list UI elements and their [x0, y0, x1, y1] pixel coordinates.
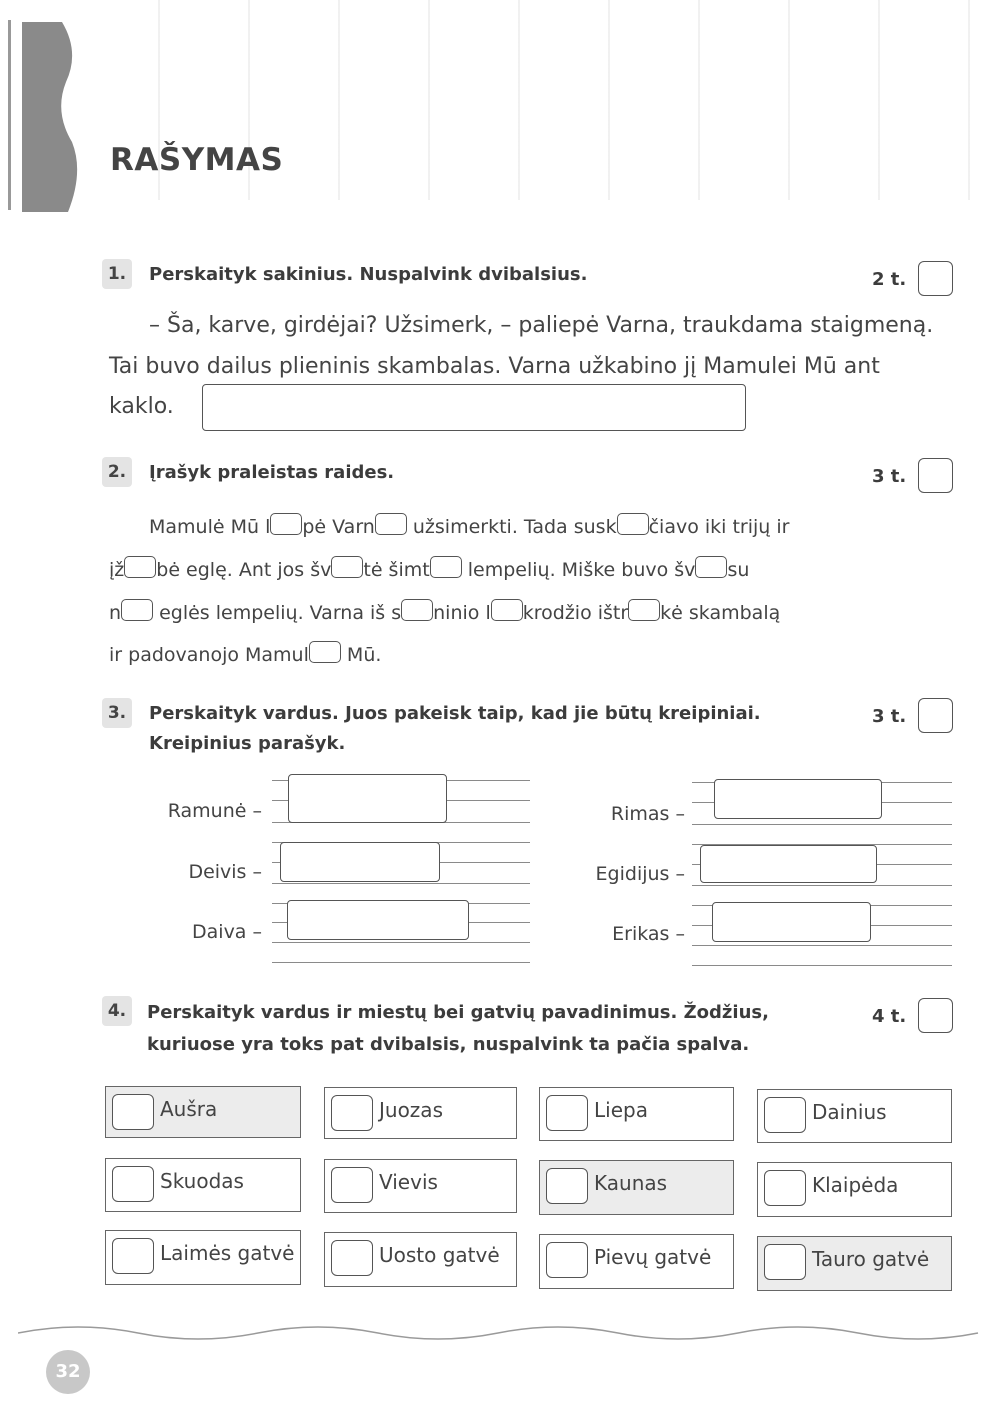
exercise-1-score-box[interactable] [918, 261, 953, 296]
letter-box[interactable] [617, 513, 649, 535]
exercise-4-instruction-line-2: kuriuose yra toks pat dvibalsis, nuspalvink ta pačia spalva. [147, 1034, 750, 1055]
exercise-2-line-4 [109, 641, 381, 666]
ruling [272, 883, 530, 884]
color-checkbox[interactable] [112, 1094, 154, 1130]
name-label-right-2: Egidijus – [595, 863, 685, 885]
word-label: Skuodas [160, 1169, 244, 1193]
name-label-left-3: Daiva – [192, 921, 262, 943]
word-tile[interactable] [105, 1230, 301, 1285]
name-label-right-3: Erikas – [612, 923, 685, 945]
exercise-1-line-3: kaklo. [109, 394, 174, 419]
word-tile[interactable] [324, 1232, 517, 1287]
word-label: Kaunas [594, 1171, 668, 1195]
exercise-1-answer-box[interactable] [202, 384, 746, 431]
exercise-2-line-1 [149, 513, 789, 538]
exercise-2-line-2 [109, 556, 749, 581]
text-fragment: tė šimt [363, 559, 430, 581]
color-checkbox[interactable] [331, 1240, 373, 1276]
name-label-left-2: Deivis – [188, 861, 262, 883]
exercise-3-number: 3. [102, 698, 132, 728]
exercise-2-instruction: Įrašyk praleistas raides. [149, 462, 395, 483]
word-tile[interactable] [539, 1160, 734, 1215]
color-checkbox[interactable] [112, 1166, 154, 1202]
exercise-2-points: 3 t. [872, 466, 907, 487]
word-tile[interactable] [324, 1159, 517, 1213]
color-checkbox[interactable] [112, 1238, 154, 1274]
word-tile[interactable] [757, 1162, 952, 1217]
text-fragment: su [727, 559, 750, 581]
word-tile[interactable] [539, 1087, 734, 1141]
exercise-4-number: 4. [102, 996, 132, 1026]
letter-box[interactable] [401, 599, 433, 621]
exercise-3-instruction-line-2: Kreipinius parašyk. [149, 733, 346, 754]
vocative-answer-box[interactable] [700, 845, 877, 883]
exercise-2-score-box[interactable] [918, 458, 953, 493]
text-fragment: krodžio ištr [522, 602, 629, 624]
letter-box[interactable] [309, 641, 341, 663]
text-fragment: ir padovanojo Mamul [109, 644, 309, 666]
word-label: Dainius [812, 1100, 887, 1124]
word-label: Aušra [160, 1097, 218, 1121]
color-checkbox[interactable] [546, 1168, 588, 1204]
exercise-4-instruction-line-1: Perskaityk vardus ir miestų bei gatvių pavadinimus. Žodžius, [147, 1002, 769, 1023]
vocative-answer-box[interactable] [714, 779, 882, 819]
exercise-1-number: 1. [102, 259, 132, 289]
text-fragment: užsimerkti. Tada susk [406, 516, 617, 538]
exercise-1-line-2: Tai buvo dailus plieninis skambalas. Varna užkabino jį Mamulei Mū ant [109, 354, 880, 379]
word-label: Vievis [379, 1170, 438, 1194]
name-label-right-1: Rimas – [610, 803, 685, 825]
word-label: Laimės gatvė [160, 1241, 295, 1265]
word-label: Liepa [594, 1098, 648, 1122]
exercise-1-points: 2 t. [872, 269, 907, 290]
text-fragment: pė Varn [302, 516, 375, 538]
text-fragment: kė skambalą [660, 602, 781, 624]
letter-box[interactable] [270, 513, 302, 535]
exercise-4-score-box[interactable] [918, 998, 953, 1033]
word-label: Juozas [379, 1098, 443, 1122]
color-checkbox[interactable] [546, 1242, 588, 1278]
word-tile[interactable] [105, 1158, 301, 1212]
vocative-answer-box[interactable] [287, 900, 469, 940]
vocative-answer-box[interactable] [280, 842, 440, 882]
text-fragment: eglės lempelių. Varna iš s [153, 602, 402, 624]
word-tile[interactable] [757, 1236, 952, 1291]
name-label-left-1: Ramunė – [167, 800, 262, 822]
letter-box[interactable] [695, 556, 727, 578]
page-number: 32 [46, 1350, 90, 1394]
exercise-1-line-1: – Ša, karve, girdėjai? Užsimerk, – paliepė Varna, traukdama staigmeną. [149, 313, 934, 338]
letter-box[interactable] [491, 599, 523, 621]
text-fragment: ninio l [433, 602, 491, 624]
word-tile[interactable] [539, 1234, 734, 1289]
text-fragment: Mū. [340, 644, 382, 666]
word-tile[interactable] [757, 1089, 952, 1143]
letter-box[interactable] [331, 556, 363, 578]
word-label: Pievų gatvė [594, 1245, 712, 1269]
wavy-footer-line [18, 1318, 988, 1348]
letter-box[interactable] [121, 599, 153, 621]
text-fragment: įž [109, 559, 125, 581]
word-tile[interactable] [105, 1086, 301, 1138]
text-fragment: čiavo iki trijų ir [648, 516, 790, 538]
ruling [272, 942, 530, 943]
word-label: Tauro gatvė [812, 1247, 930, 1271]
exercise-3-points: 3 t. [872, 706, 907, 727]
exercise-1-instruction: Perskaityk sakinius. Nuspalvink dvibalsius. [149, 264, 588, 285]
page-title: RAŠYMAS [110, 142, 284, 178]
vocative-answer-box[interactable] [712, 902, 871, 942]
color-checkbox[interactable] [764, 1244, 806, 1280]
ruling [692, 945, 952, 946]
exercise-3-score-box[interactable] [918, 698, 953, 733]
ruling [692, 885, 952, 886]
exercise-2-number: 2. [102, 457, 132, 487]
text-fragment: bė eglę. Ant jos šv [156, 559, 332, 581]
letter-box[interactable] [124, 556, 156, 578]
ruling [692, 824, 952, 825]
text-fragment: n [109, 602, 122, 624]
wavy-side-band [22, 22, 80, 212]
text-fragment: Mamulė Mū l [149, 516, 271, 538]
exercise-3-instruction-line-1: Perskaityk vardus. Juos pakeisk taip, kad jie būtų kreipiniai. [149, 703, 761, 724]
exercise-4-points: 4 t. [872, 1006, 907, 1027]
letter-box[interactable] [430, 556, 462, 578]
vocative-answer-box[interactable] [288, 774, 447, 823]
color-checkbox[interactable] [331, 1167, 373, 1203]
color-checkbox[interactable] [331, 1095, 373, 1131]
margin-line [8, 20, 11, 210]
letter-box[interactable] [375, 513, 407, 535]
letter-box[interactable] [628, 599, 660, 621]
word-label: Klaipėda [812, 1173, 899, 1197]
ruling [272, 962, 530, 963]
color-checkbox[interactable] [764, 1097, 806, 1133]
text-fragment: lempelių. Miške buvo šv [461, 559, 696, 581]
ruling [692, 965, 952, 966]
color-checkbox[interactable] [546, 1095, 588, 1131]
color-checkbox[interactable] [764, 1170, 806, 1206]
word-label: Uosto gatvė [379, 1243, 500, 1267]
word-tile[interactable] [324, 1087, 517, 1139]
exercise-2-line-3 [109, 599, 780, 624]
